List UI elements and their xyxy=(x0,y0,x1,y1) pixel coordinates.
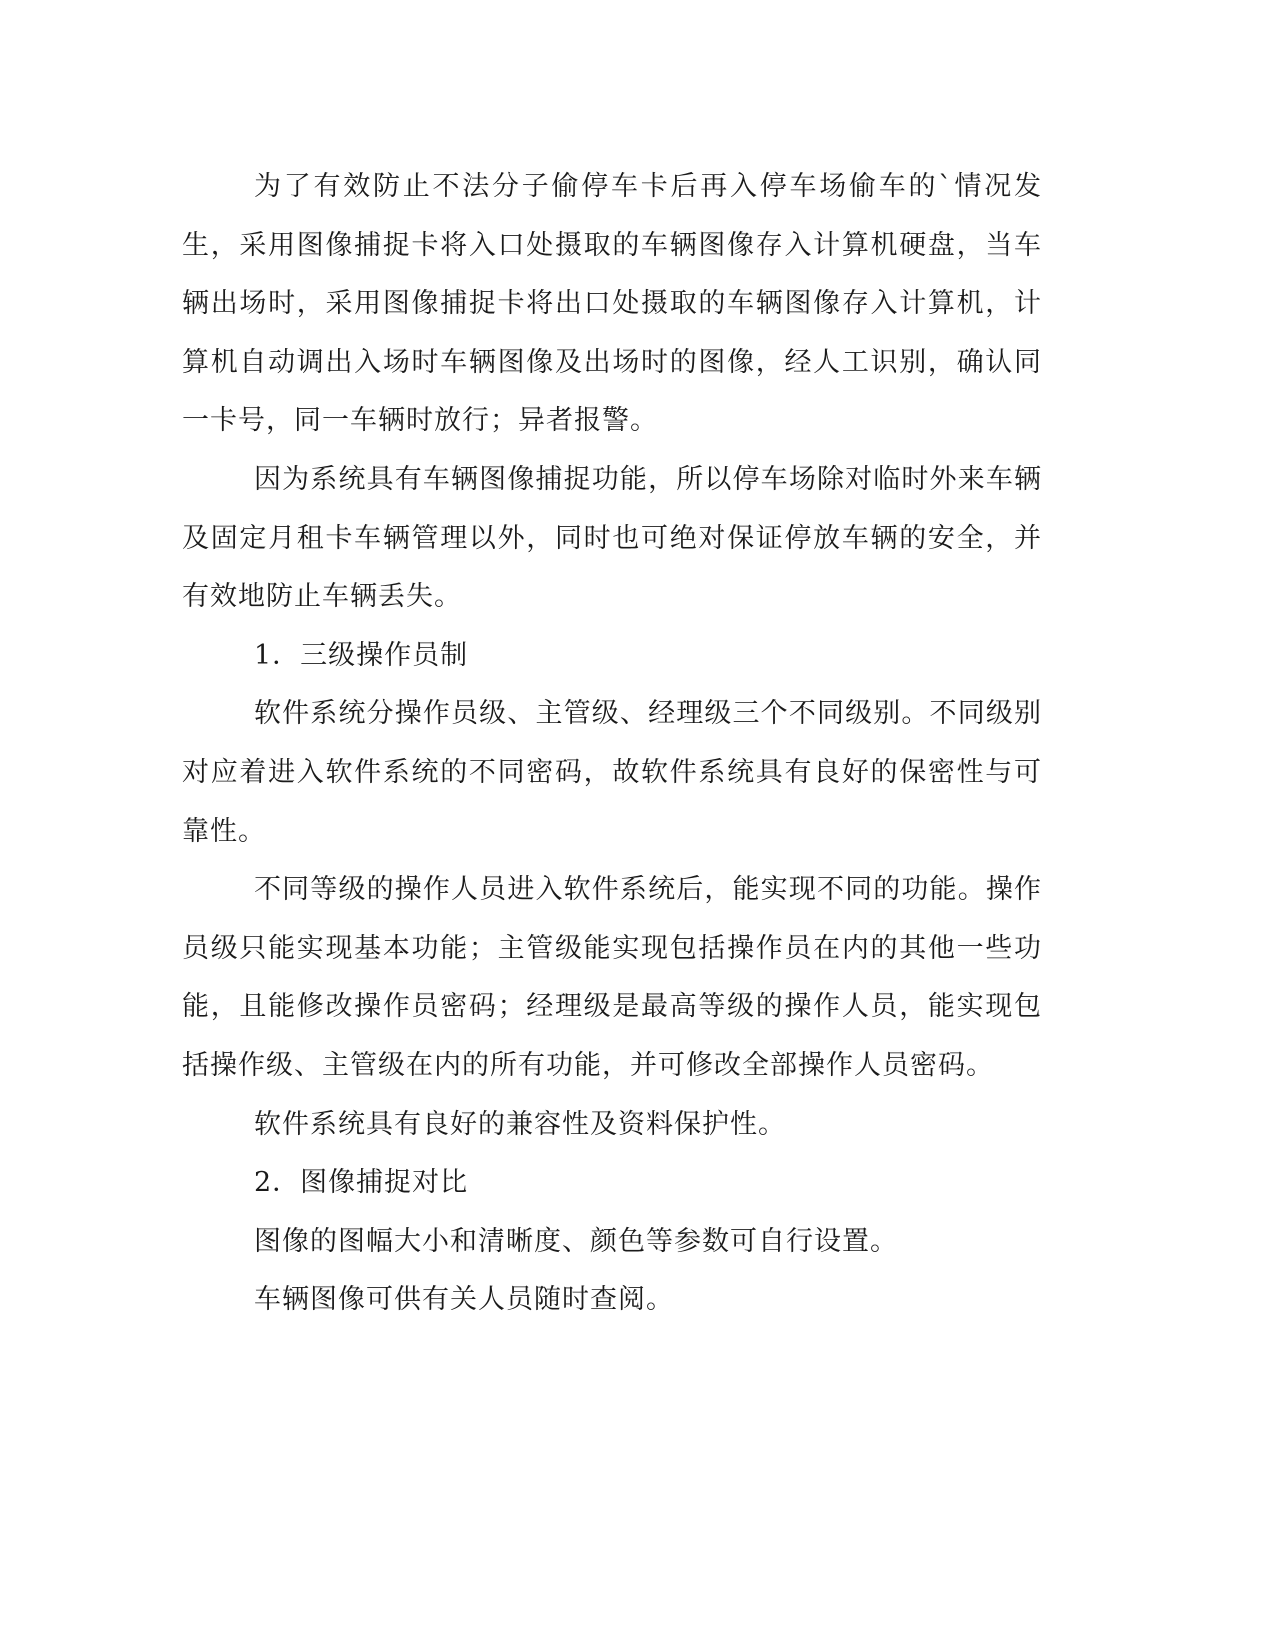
section-heading-image-comparison: 2．图像捕捉对比 xyxy=(254,1167,469,1199)
document-body xyxy=(182,158,1042,1330)
paragraph-vehicle-safety: 因为系统具有车辆图像捕捉功能，所以停车场除对临时外来车辆及固定月租卡车辆管理以外，同时也可绝对保证停放车辆的安全，并有效地防止车辆丢失。 xyxy=(182,463,1042,613)
paragraph-image-capture-intro: 为了有效防止不法分子偷停车卡后再入停车场偷车的`情况发生，采用图像捕捉卡将入口处摄取的车辆图像存入计算机硬盘，当车辆出场时，采用图像捕捉卡将出口处摄取的车辆图像存入计算机，计算机自动调出入场时车辆图像及出场时的图像，经人工识别，确认同一卡号，同一车辆时放行；异者报警。 xyxy=(182,171,1042,437)
paragraph-operator-levels: 软件系统分操作员级、主管级、经理级三个不同级别。不同级别对应着进入软件系统的不同密码，故软件系统具有良好的保密性与可靠性。 xyxy=(182,698,1042,847)
paragraph-image-settings: 图像的图幅大小和清晰度、颜色等参数可自行设置。 xyxy=(254,1225,898,1257)
paragraph-compatibility: 软件系统具有良好的兼容性及资料保护性。 xyxy=(254,1108,786,1140)
paragraph-image-review: 车辆图像可供有关人员随时查阅。 xyxy=(254,1284,674,1316)
paragraph-level-functions: 不同等级的操作人员进入软件系统后，能实现不同的功能。操作员级只能实现基本功能；主管级能实现包括操作员在内的其他一些功能，且能修改操作员密码；经理级是最高等级的操作人员，能实现包括操作级、主管级在内的所有功能，并可修改全部操作人员密码。 xyxy=(182,874,1042,1081)
section-heading-operator-levels: 1．三级操作员制 xyxy=(254,639,469,671)
